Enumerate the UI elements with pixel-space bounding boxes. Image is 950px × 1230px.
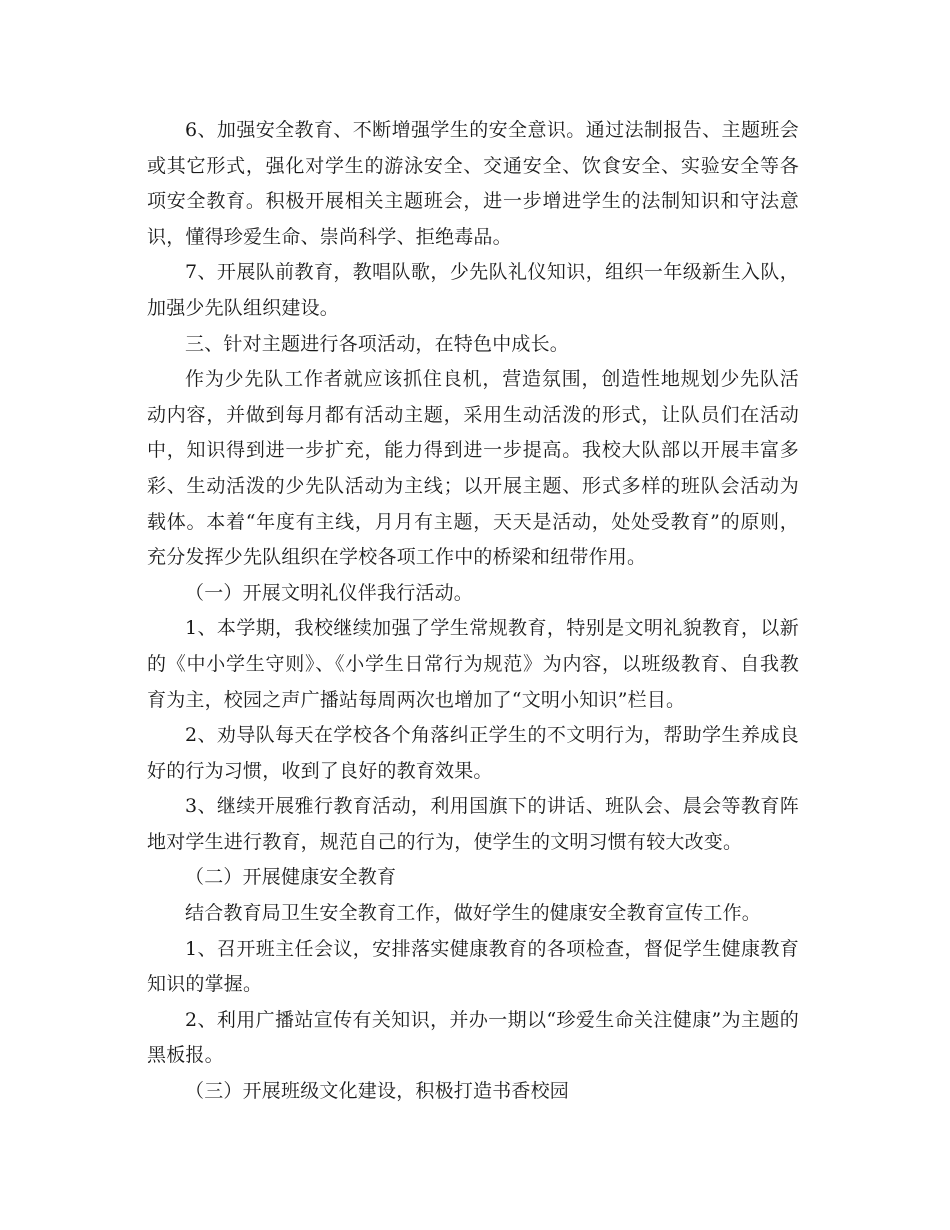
subheading-civility-etiquette: （一）开展文明礼仪伴我行活动。	[185, 581, 474, 604]
paragraph-routine-education: 1、本学期，我校继续加强了学生常规教育，特别是文明礼貌教育，以新的《中小学生守则》、《小学生日常行为规范》为内容，以班级教育、自我教育为主，校园之声广播站每周两次也增加了“文明小知识”栏目。	[147, 617, 799, 711]
document-body	[147, 113, 799, 1110]
paragraph-pre-team-education: 7、开展队前教育，教唱队歌，少先队礼仪知识，组织一年级新生入队，加强少先队组织建设。	[147, 261, 799, 319]
paragraph-safety-education: 6、加强安全教育、不断增强学生的安全意识。通过法制报告、主题班会或其它形式，强化对学生的游泳安全、交通安全、饮食安全、实验安全等各项安全教育。积极开展相关主题班会，进一步增进学生的法制知识和守法意识，懂得珍爱生命、崇尚科学、拒绝毒品。	[147, 119, 799, 248]
paragraph-broadcast-blackboard: 2、利用广播站宣传有关知识，并办一期以“珍爱生命关注健康”为主题的黑板报。	[147, 1008, 799, 1067]
section-heading-themed-activities: 三、针对主题进行各项活动，在特色中成长。	[185, 332, 570, 355]
paragraph-health-publicity: 结合教育局卫生安全教育工作，做好学生的健康安全教育宣传工作。	[185, 902, 762, 925]
subheading-class-culture: （三）开展班级文化建设，积极打造书香校园	[185, 1080, 570, 1103]
subheading-health-safety: （二）开展健康安全教育	[185, 866, 397, 889]
paragraph-teacher-meeting: 1、召开班主任会议，安排落实健康教育的各项检查，督促学生健康教育知识的掌握。	[147, 937, 799, 996]
paragraph-persuasion-team: 2、劝导队每天在学校各个角落纠正学生的不文明行为，帮助学生养成良好的行为习惯，收到了良好的教育效果。	[147, 724, 799, 782]
paragraph-activity-planning: 作为少先队工作者就应该抓住良机，营造氛围，创造性地规划少先队活动内容，并做到每月都有活动主题，采用生动活泼的形式，让队员们在活动中，知识得到进一步扩充，能力得到进一步提高。我校大队部以开展丰富多彩、生动活泼的少先队活动为主线；以开展主题、形式多样的班队会活动为载体。本着“年度有主线，月月有主题，天天是活动，处处受教育”的原则，充分发挥少先队组织在学校各项工作中的桥梁和纽带作用。	[147, 368, 799, 569]
paragraph-yaxing-education: 3、继续开展雅行教育活动，利用国旗下的讲话、班队会、晨会等教育阵地对学生进行教育，规范自己的行为，使学生的文明习惯有较大改变。	[147, 795, 799, 853]
